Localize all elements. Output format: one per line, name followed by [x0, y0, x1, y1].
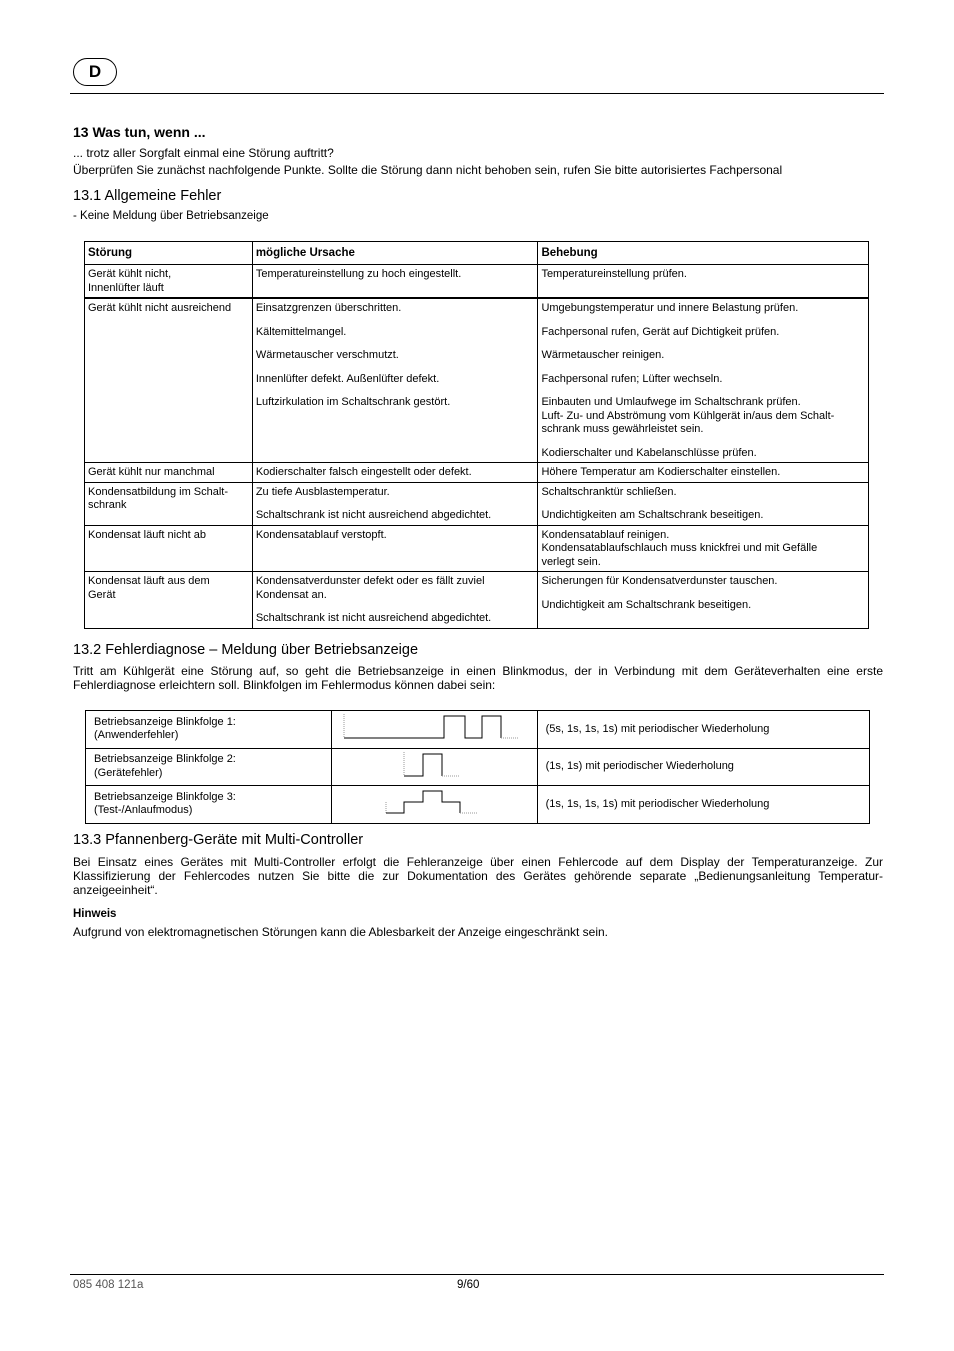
- section-13-title: 13 Was tun, wenn ...: [73, 124, 206, 140]
- cause-text: Kondensatverdunster defekt oder es fällt zuviel Kondensat an.: [255, 575, 485, 601]
- fix-cell: [538, 298, 869, 463]
- section-13-3-title: 13.3 Pfannenberg-Geräte mit Multi-Controller: [73, 832, 364, 848]
- section-13-3-text-line1: Bei Einsatz eines Gerätes mit Multi-Controller erfolgt die Fehleranzeige über einen Fehlercode auf dem Display der Temperaturanzeige. Zur: [73, 855, 883, 869]
- fix-text: Temperatureinstellung prüfen.: [541, 268, 687, 280]
- cause-text: Zu tiefe Ausblastemperatur.: [255, 485, 390, 498]
- fix-text: Einbauten und Umlaufwege im Schaltschrank prüfen. Luft- Zu- und Abströmung vom Kühlgerät in/aus dem Schalt- schrank muss gewährleistet sein.: [541, 396, 835, 435]
- fix-cell: [538, 572, 869, 629]
- footer-divider: [70, 1274, 884, 1275]
- fix-text: Kodierschalter und Kabelanschlüsse prüfen.: [541, 446, 757, 459]
- blink-label-cell: Betriebsanzeige Blinkfolge 1: (Anwenderfehler): [86, 711, 332, 749]
- blink-pattern-cell: [331, 711, 537, 749]
- section-13-3-text-line2: Klassifizierung der Fehlercodes nutzen Sie bitte die zur Dokumentation des Gerätes gehörende separate „Bedienungsanleitung Temperatur-: [73, 869, 883, 883]
- fix-text: Kondensatablauf reinigen. Kondensatablaufschlauch muss knickfrei und mit Gefälle verlegt sein.: [541, 528, 818, 568]
- note-text: Aufgrund von elektromagnetischen Störungen kann die Ablesbarkeit der Anzeige eingeschränkt sein.: [73, 925, 609, 939]
- fault-table-row: [85, 482, 869, 525]
- cause-text: Schaltschrank ist nicht ausreichend abgedichtet.: [255, 509, 492, 521]
- fix-text: Fachpersonal rufen; Lüfter wechseln.: [541, 372, 723, 385]
- fix-cell: [538, 525, 869, 572]
- blink-pattern-cell: [331, 786, 537, 824]
- fix-text: Schaltschranktür schließen.: [541, 485, 677, 498]
- header-divider: [70, 93, 884, 94]
- blink-table-body: [86, 711, 870, 824]
- cause-cell: [252, 463, 538, 483]
- language-badge: D: [73, 58, 117, 86]
- cause-cell: [252, 298, 538, 463]
- fix-text: Umgebungstemperatur und innere Belastung prüfen.: [541, 302, 799, 314]
- cause-text: Temperatureinstellung zu hoch eingestellt.: [255, 268, 462, 280]
- fix-cell: [538, 482, 869, 525]
- cause-cell: [252, 482, 538, 525]
- fix-text: Fachpersonal rufen, Gerät auf Dichtigkeit prüfen.: [541, 325, 780, 338]
- cause-cell: [252, 572, 538, 629]
- fix-cell: [538, 265, 869, 299]
- blink-label-cell: Betriebsanzeige Blinkfolge 2: (Gerätefehler): [86, 748, 332, 786]
- section-13-intro-line1: ... trotz aller Sorgfalt einmal eine Störung auftritt?: [73, 146, 334, 160]
- fix-text: Höhere Temperatur am Kodierschalter einstellen.: [541, 466, 781, 478]
- footer-doc-number: 085 408 121a: [73, 1279, 144, 1291]
- blink-table-row: [86, 786, 870, 824]
- fault-table-row: [85, 463, 869, 483]
- blink-label-cell: Betriebsanzeige Blinkfolge 3: (Test-/Anlaufmodus): [86, 786, 332, 824]
- fix-cell: [538, 463, 869, 483]
- fault-table-row: [85, 298, 869, 463]
- blink-table-row: [86, 748, 870, 786]
- fault-table-header-behebung: Behebung: [538, 242, 869, 265]
- blink-table: [85, 710, 870, 824]
- fault-table-header-stoerung: Störung: [85, 242, 253, 265]
- fault-table: [84, 241, 869, 629]
- section-13-2-text-line2: Fehlerdiagnose erleichtern soll. Blinkfolgen im Fehlermodus können dabei sein:: [73, 678, 496, 692]
- fault-table-row: [85, 525, 869, 572]
- fix-text: Wärmetauscher reinigen.: [541, 349, 665, 361]
- fault-cell: Gerät kühlt nicht, Innenlüfter läuft: [85, 265, 253, 299]
- cause-text: Innenlüfter defekt. Außenlüfter defekt.: [255, 372, 440, 385]
- section-13-1-bullet: - Keine Meldung über Betriebsanzeige: [73, 210, 269, 222]
- fix-text: Sicherungen für Kondensatverdunster tauschen.: [541, 575, 778, 587]
- footer-page-number: 9/60: [457, 1279, 480, 1291]
- blink-pattern-cell: [331, 748, 537, 786]
- fault-cell: Kondensat läuft nicht ab: [85, 525, 253, 572]
- fault-table-row: [85, 572, 869, 629]
- fault-cell: Kondensatbildung im Schalt- schrank: [85, 482, 253, 525]
- fix-text: Undichtigkeiten am Schaltschrank beseitigen.: [541, 509, 764, 521]
- fault-table-row: [85, 265, 869, 299]
- section-13-intro-line2: Überprüfen Sie zunächst nachfolgende Punkte. Sollte die Störung dann nicht behoben sein, rufen Sie bitte autorisiertes Fachpersonal: [73, 163, 783, 177]
- fault-cell: Kondensat läuft aus dem Gerät: [85, 572, 253, 629]
- fault-cell: Gerät kühlt nur manchmal: [85, 463, 253, 483]
- blink3-pattern: [332, 786, 536, 818]
- blink-description-cell: (1s, 1s, 1s, 1s) mit periodischer Wiederholung: [537, 786, 869, 824]
- section-13-3-text-line3: anzeigeeinheit“.: [73, 883, 158, 897]
- cause-text: Kondensatablauf verstopft.: [255, 528, 387, 541]
- blink-description-cell: (1s, 1s) mit periodischer Wiederholung: [537, 748, 869, 786]
- cause-text: Kodierschalter falsch eingestellt oder defekt.: [255, 466, 472, 478]
- fault-table-body: [85, 265, 869, 629]
- fault-table-header-ursache: mögliche Ursache: [252, 242, 538, 265]
- cause-text: Luftzirkulation im Schaltschrank gestört.: [255, 396, 451, 408]
- blink1-pattern: [332, 711, 536, 743]
- cause-text: Einsatzgrenzen überschritten.: [255, 302, 402, 314]
- blink-table-row: [86, 711, 870, 749]
- cause-cell: [252, 265, 538, 299]
- note-title: Hinweis: [73, 908, 117, 920]
- fix-text: Undichtigkeit am Schaltschrank beseitigen.: [541, 598, 752, 611]
- section-13-1-title: 13.1 Allgemeine Fehler: [73, 188, 222, 204]
- section-13-2-text-line1: Tritt am Kühlgerät eine Störung auf, so geht die Betriebsanzeige in einen Blinkmodus, der in Verbindung mit dem Geräteverhalten eine erste: [73, 664, 883, 678]
- section-13-2-title: 13.2 Fehlerdiagnose – Meldung über Betriebsanzeige: [73, 642, 419, 658]
- fault-cell: Gerät kühlt nicht ausreichend: [85, 298, 253, 463]
- cause-text: Wärmetauscher verschmutzt.: [255, 349, 399, 361]
- blink2-pattern: [332, 749, 536, 781]
- cause-text: Kältemittelmangel.: [255, 325, 347, 338]
- cause-text: Schaltschrank ist nicht ausreichend abgedichtet.: [255, 612, 492, 624]
- cause-cell: [252, 525, 538, 572]
- blink-description-cell: (5s, 1s, 1s, 1s) mit periodischer Wiederholung: [537, 711, 869, 749]
